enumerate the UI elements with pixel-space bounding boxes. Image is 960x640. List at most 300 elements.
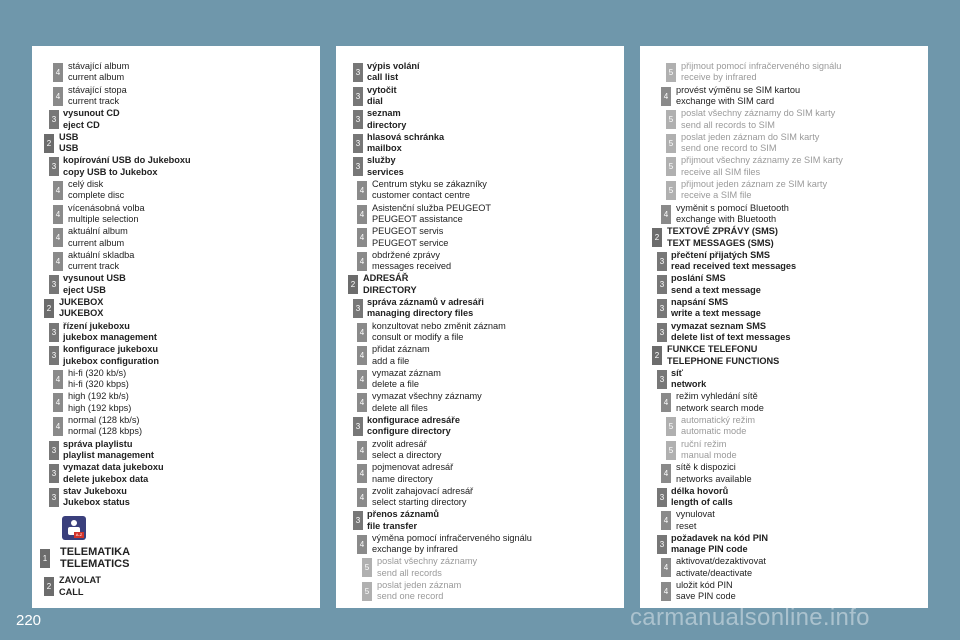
menu-item-text [671, 297, 761, 320]
menu-item-text [671, 368, 706, 391]
menu-item [640, 438, 928, 462]
menu-item [336, 438, 624, 462]
menu-item [336, 154, 624, 178]
menu-item-label-en: send all records to SIM [681, 119, 775, 130]
menu-item-label-cs: poslání SMS [671, 273, 726, 284]
menu-item [32, 107, 320, 131]
level-badge: 4 [357, 205, 367, 224]
menu-item [336, 508, 624, 532]
menu-item [32, 296, 320, 320]
menu-item-label-en: hi-fi (320 kbps) [68, 379, 129, 390]
level-badge: 3 [49, 441, 59, 460]
level-badge: 5 [666, 157, 676, 176]
menu-item-label-en: services [367, 166, 404, 177]
menu-column-3 [640, 46, 928, 608]
menu-item [32, 84, 320, 108]
menu-tree-col1 [32, 60, 320, 598]
level-badge: 5 [362, 582, 372, 601]
level-badge: 3 [49, 346, 59, 365]
level-badge: 4 [661, 464, 671, 483]
level-badge: 4 [53, 63, 63, 82]
menu-item-label-en: delete a file [372, 379, 419, 390]
menu-item [640, 154, 928, 178]
menu-item-label-cs: vymazat záznam [372, 367, 441, 378]
menu-item [336, 84, 624, 108]
menu-item-text [372, 486, 473, 509]
level-badge: 5 [666, 134, 676, 153]
menu-item [640, 107, 928, 131]
menu-item-label-en: TELEPHONE FUNCTIONS [667, 355, 780, 366]
menu-item-text [681, 439, 737, 462]
menu-item-label-cs: přijmout pomocí infračerveného signálu [681, 61, 842, 71]
level-badge: 3 [657, 252, 667, 271]
menu-item-label-en: current track [68, 96, 120, 106]
menu-item-label-cs: přijmout jeden záznam ze SIM karty [681, 178, 828, 189]
menu-item-label-cs: TEXTOVÉ ZPRÁVY (SMS) [667, 226, 778, 237]
menu-column-1 [32, 46, 320, 608]
level-badge: 4 [53, 393, 63, 412]
menu-item-label-en: length of calls [671, 497, 733, 508]
menu-item-text [676, 85, 800, 108]
menu-item-label-cs: aktuální skladba [68, 249, 135, 260]
menu-item-text [681, 179, 827, 202]
level-badge: 3 [353, 511, 363, 530]
menu-item-label-cs: sítě k dispozici [676, 462, 736, 473]
menu-item-label-cs: USB [59, 131, 79, 142]
level-badge: 3 [353, 417, 363, 436]
menu-item [336, 296, 624, 320]
menu-item [32, 154, 320, 178]
menu-item-text [367, 132, 444, 155]
menu-item-label-cs: řízení jukeboxu [63, 320, 130, 331]
menu-item-text [63, 273, 126, 296]
menu-item-label-en: manual mode [681, 449, 737, 460]
menu-item [32, 546, 320, 574]
menu-item-label-cs: poslat všechny záznamy [377, 556, 478, 567]
menu-item-text [63, 462, 164, 485]
menu-item-label-en: TELEMATICS [60, 557, 130, 570]
menu-item-label-cs: stávající album [68, 61, 130, 71]
menu-item-text [372, 344, 430, 367]
menu-item-label-cs: vytočit [367, 84, 397, 95]
menu-item-text [671, 486, 733, 509]
menu-item-label-en: reset [676, 520, 697, 531]
menu-item [32, 390, 320, 414]
menu-item [336, 367, 624, 391]
menu-item-label-cs: výměna pomocí infračerveného signálu [372, 532, 532, 543]
menu-item-text [63, 344, 159, 367]
menu-item-label-en: send a text message [671, 284, 761, 295]
menu-item-label-en: copy USB to Jukebox [63, 166, 158, 177]
menu-item-label-cs: JUKEBOX [59, 296, 104, 307]
level-badge: 2 [348, 275, 358, 294]
menu-item-text [68, 61, 129, 84]
menu-item-text [367, 415, 460, 438]
menu-item-label-en: complete disc [68, 190, 125, 201]
menu-item-label-en: normal (128 kbps) [68, 426, 143, 437]
menu-item-label-en: high (192 kbps) [68, 402, 132, 413]
level-badge: 4 [53, 370, 63, 389]
menu-item-text [667, 344, 779, 367]
level-badge: 4 [661, 87, 671, 106]
menu-item-text [377, 580, 461, 603]
menu-item [32, 225, 320, 249]
menu-item-label-cs: pojmenovat adresář [372, 462, 454, 473]
menu-item-label-en: jukebox configuration [63, 355, 159, 366]
menu-item-label-cs: výpis volání [367, 61, 420, 71]
menu-item [336, 202, 624, 226]
level-badge: 4 [661, 582, 671, 601]
menu-item-label-cs: přijmout všechny záznamy ze SIM karty [681, 155, 843, 166]
menu-item [336, 414, 624, 438]
menu-item-label-en: delete list of text messages [671, 331, 791, 342]
menu-item-text [372, 203, 491, 226]
level-badge: 3 [657, 275, 667, 294]
menu-item-text [63, 155, 191, 178]
level-badge: 4 [53, 205, 63, 224]
menu-item [640, 249, 928, 273]
menu-item-label-en: exchange by infrared [372, 544, 458, 555]
menu-item-label-en: directory [367, 119, 407, 130]
menu-item [640, 485, 928, 509]
menu-item [640, 508, 928, 532]
level-badge: 5 [666, 417, 676, 436]
menu-item-label-en: write a text message [671, 308, 761, 319]
level-badge: 3 [657, 323, 667, 342]
menu-item-label-cs: vysunout CD [63, 108, 120, 119]
menu-item-label-en: PEUGEOT assistance [372, 213, 463, 224]
menu-item-label-cs: vyměnit s pomocí Bluetooth [676, 202, 789, 213]
menu-item-label-cs: režim vyhledání sítě [676, 391, 758, 402]
menu-item-label-en: jukebox management [63, 331, 157, 342]
menu-item-label-en: PEUGEOT service [372, 237, 449, 248]
menu-item-label-en: DIRECTORY [363, 284, 417, 295]
menu-item [640, 461, 928, 485]
menu-item-label-en: mailbox [367, 143, 402, 154]
menu-item-label-cs: TELEMATIKA [60, 546, 131, 559]
menu-item-text [68, 179, 124, 202]
level-badge: 4 [357, 370, 367, 389]
level-badge: 4 [53, 417, 63, 436]
menu-item-label-cs: přečtení přijatých SMS [671, 249, 771, 260]
menu-item-text [671, 533, 768, 556]
level-badge: 3 [49, 323, 59, 342]
menu-item-label-en: messages received [372, 261, 452, 272]
menu-item-label-en: select a directory [372, 449, 442, 460]
menu-item-text [367, 297, 484, 320]
page-number: 220 [16, 612, 42, 629]
menu-item [640, 202, 928, 226]
menu-item [640, 296, 928, 320]
menu-item-label-cs: stav Jukeboxu [63, 485, 127, 496]
menu-item-label-cs: ZAVOLAT [59, 575, 102, 586]
menu-item-label-en: current album [68, 237, 125, 248]
menu-column-2 [336, 46, 624, 608]
menu-item-label-en: eject USB [63, 284, 106, 295]
menu-item [336, 249, 624, 273]
menu-tree-col2 [336, 60, 624, 603]
menu-item-text [676, 462, 752, 485]
menu-item-label-cs: požadavek na kód PIN [671, 532, 769, 543]
menu-item [336, 579, 624, 603]
menu-item-text [681, 415, 755, 438]
level-badge: 4 [53, 252, 63, 271]
menu-item-label-cs: kopírování USB do Jukeboxu [63, 155, 191, 166]
menu-item-label-cs: Centrum styku se zákazníky [372, 178, 487, 189]
level-badge: 5 [362, 558, 372, 577]
menu-item-label-en: multiple selection [68, 213, 139, 224]
level-badge: 2 [652, 346, 662, 365]
menu-item-label-en: dial [367, 96, 383, 106]
menu-item-label-en: current album [68, 72, 125, 83]
level-badge: 3 [353, 157, 363, 176]
menu-item-label-cs: aktuální album [68, 226, 128, 237]
menu-item-text [676, 580, 736, 603]
menu-item-label-cs: konfigurace adresáře [367, 414, 460, 425]
menu-item [336, 532, 624, 556]
menu-item [640, 414, 928, 438]
menu-item-label-en: current track [68, 261, 120, 272]
menu-item-text [676, 556, 766, 579]
menu-item-text [68, 85, 127, 108]
menu-item-label-cs: aktivovat/dezaktivovat [676, 556, 766, 567]
menu-item [640, 84, 928, 108]
menu-item [32, 461, 320, 485]
menu-item-text [681, 61, 841, 84]
menu-item-label-en: network [671, 379, 707, 390]
menu-item [336, 272, 624, 296]
level-badge: 5 [666, 110, 676, 129]
menu-item-label-cs: zvolit adresář [372, 438, 427, 449]
menu-item [32, 485, 320, 509]
menu-item-label-cs: konfigurace jukeboxu [63, 344, 158, 355]
menu-tree-col3 [640, 60, 928, 603]
level-badge: 4 [357, 464, 367, 483]
menu-item [32, 343, 320, 367]
menu-item [640, 579, 928, 603]
menu-item-label-en: call list [367, 72, 399, 83]
menu-item-label-cs: hlasová schránka [367, 131, 445, 142]
menu-item [336, 225, 624, 249]
menu-item [640, 367, 928, 391]
level-badge: 4 [357, 346, 367, 365]
menu-item-text [681, 155, 843, 178]
menu-item-label-en: managing directory files [367, 308, 474, 319]
menu-item-text [377, 556, 477, 579]
menu-item-label-en: exchange with Bluetooth [676, 213, 777, 224]
menu-item-label-en: receive by infrared [681, 72, 757, 83]
menu-item [640, 131, 928, 155]
menu-item-label-en: network search mode [676, 402, 764, 413]
menu-item-text [59, 297, 103, 320]
level-badge: 3 [49, 488, 59, 507]
level-badge: 3 [49, 464, 59, 483]
menu-item-label-en: activate/deactivate [676, 567, 753, 578]
level-badge: 4 [661, 511, 671, 530]
menu-item-label-cs: přenos záznamů [367, 509, 439, 520]
menu-item-label-cs: správa playlistu [63, 438, 133, 449]
menu-item [336, 131, 624, 155]
menu-item-label-en: file transfer [367, 520, 418, 531]
menu-item-label-cs: seznam [367, 108, 401, 119]
menu-item-label-cs: síť [671, 367, 684, 378]
menu-item-text [372, 321, 506, 344]
menu-item [32, 367, 320, 391]
menu-item-label-cs: vymazat seznam SMS [671, 320, 766, 331]
menu-item-text [68, 250, 134, 273]
menu-item-label-cs: napsání SMS [671, 296, 729, 307]
menu-item-label-en: send one record [377, 591, 444, 602]
menu-item [32, 438, 320, 462]
menu-item-label-en: save PIN code [676, 591, 736, 602]
menu-item-text [68, 391, 131, 414]
level-badge: 3 [49, 157, 59, 176]
menu-item-text [671, 273, 761, 296]
menu-item-text [59, 132, 78, 155]
menu-item-text [367, 85, 397, 108]
menu-item-label-en: TEXT MESSAGES (SMS) [667, 237, 774, 248]
menu-item-label-cs: obdržené zprávy [372, 249, 440, 260]
menu-item-text [63, 108, 120, 131]
menu-item-label-en: read received text messages [671, 261, 797, 272]
menu-item [32, 131, 320, 155]
menu-item-label-cs: automatický režim [681, 414, 756, 425]
menu-item-label-cs: normal (128 kb/s) [68, 414, 140, 425]
menu-item-text [68, 415, 142, 438]
menu-item-label-en: configure directory [367, 426, 451, 437]
menu-item-text [681, 132, 819, 155]
menu-item-label-cs: zvolit zahajovací adresář [372, 485, 474, 496]
level-badge: 3 [353, 299, 363, 318]
menu-item [32, 414, 320, 438]
level-badge: 2 [652, 228, 662, 247]
level-badge: 4 [357, 181, 367, 200]
menu-item-label-cs: poslat jeden záznam [377, 580, 462, 591]
menu-item [336, 107, 624, 131]
menu-item-label-cs: délka hovorů [671, 485, 729, 496]
menu-item-text [68, 203, 145, 226]
menu-item-label-cs: celý disk [68, 178, 104, 189]
menu-item [336, 390, 624, 414]
level-badge: 3 [49, 110, 59, 129]
menu-item-label-en: receive a SIM file [681, 190, 752, 201]
level-badge: 4 [357, 488, 367, 507]
menu-item-label-en: consult or modify a file [372, 331, 464, 342]
menu-item-text [63, 439, 154, 462]
menu-item [336, 343, 624, 367]
menu-item [336, 320, 624, 344]
menu-item [640, 390, 928, 414]
level-badge: 3 [657, 535, 667, 554]
menu-item-text [372, 462, 453, 485]
level-badge: 4 [661, 205, 671, 224]
menu-item-text [372, 368, 441, 391]
menu-item-label-cs: uložit kód PIN [676, 580, 733, 591]
menu-item [336, 461, 624, 485]
level-badge: 2 [44, 134, 54, 153]
level-badge: 4 [661, 558, 671, 577]
menu-item-label-en: send all records [377, 567, 442, 578]
menu-item-label-cs: ADRESÁŘ [363, 273, 409, 284]
menu-item-label-cs: konzultovat nebo změnit záznam [372, 320, 506, 331]
menu-item-label-cs: Asistenční služba PEUGEOT [372, 202, 491, 213]
level-badge: 4 [53, 181, 63, 200]
menu-item [32, 249, 320, 273]
menu-item-text [372, 533, 532, 556]
menu-item-text [367, 155, 404, 178]
menu-item [336, 555, 624, 579]
menu-item-label-en: exchange with SIM card [676, 96, 775, 106]
menu-item-label-en: JUKEBOX [59, 308, 104, 319]
menu-item-label-en: CALL [59, 586, 84, 597]
menu-item-label-en: receive all SIM files [681, 166, 761, 177]
menu-item-text [367, 61, 420, 84]
menu-item [336, 60, 624, 84]
menu-item [336, 178, 624, 202]
menu-item-label-cs: poslat jeden záznam do SIM karty [681, 131, 820, 142]
menu-item-label-cs: stávající stopa [68, 84, 127, 95]
level-badge: 4 [357, 441, 367, 460]
telematics-icon-badge: A-Z [75, 532, 83, 538]
menu-item [640, 555, 928, 579]
telematics-icon-head [71, 520, 77, 526]
menu-item-label-en: Jukebox status [63, 497, 130, 508]
menu-item-label-en: name directory [372, 473, 433, 484]
menu-item [32, 202, 320, 226]
level-badge: 4 [357, 228, 367, 247]
level-badge: 4 [357, 393, 367, 412]
menu-item [640, 178, 928, 202]
menu-item-label-en: playlist management [63, 449, 154, 460]
menu-item [640, 272, 928, 296]
menu-item-label-en: delete jukebox data [63, 473, 149, 484]
menu-item-text [68, 368, 129, 391]
level-badge: 4 [53, 228, 63, 247]
menu-item-label-en: manage PIN code [671, 544, 748, 555]
menu-item-label-en: USB [59, 143, 79, 154]
menu-item [336, 485, 624, 509]
menu-item-text [372, 179, 487, 202]
menu-item-text [372, 391, 482, 414]
menu-item-label-cs: vymazat všechny záznamy [372, 391, 482, 402]
menu-item-label-cs: vícenásobná volba [68, 202, 145, 213]
level-badge: 4 [53, 87, 63, 106]
level-badge: 5 [666, 63, 676, 82]
menu-item-text [363, 273, 417, 296]
menu-item-text [671, 250, 796, 273]
level-badge: 3 [353, 87, 363, 106]
menu-item-label-en: select starting directory [372, 497, 467, 508]
menu-item-label-cs: PEUGEOT servis [372, 226, 444, 237]
menu-item-text [367, 108, 406, 131]
menu-item-label-en: send one record to SIM [681, 143, 777, 154]
menu-item-text [676, 203, 789, 226]
menu-item-label-cs: vymazat data jukeboxu [63, 462, 164, 473]
menu-item [32, 178, 320, 202]
menu-item-text [63, 486, 130, 509]
menu-item [640, 532, 928, 556]
level-badge: 4 [357, 535, 367, 554]
menu-item-label-en: add a file [372, 355, 410, 366]
menu-item-label-cs: vynulovat [676, 509, 715, 520]
menu-item-label-cs: správa záznamů v adresáři [367, 296, 484, 307]
level-badge: 3 [353, 110, 363, 129]
level-badge: 3 [353, 134, 363, 153]
level-badge: 4 [357, 323, 367, 342]
level-badge: 2 [44, 577, 54, 596]
menu-item-label-cs: vysunout USB [63, 273, 126, 284]
menu-item [32, 60, 320, 84]
